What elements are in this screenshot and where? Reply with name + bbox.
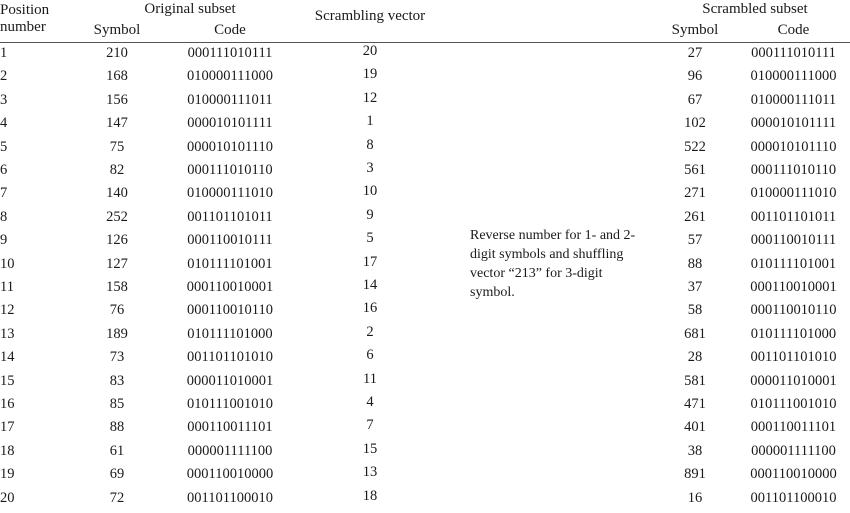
original-symbol-cell: 82: [109, 162, 125, 178]
position-cell: 13: [0, 325, 15, 342]
scrambled-symbol-cell: 471: [684, 396, 706, 412]
original-symbol-cell: 127: [106, 255, 128, 272]
scrambled-code-cell: 000111010110: [750, 162, 837, 178]
scrambling-vector-cell: 11: [363, 370, 377, 387]
original-symbol-cell: 156: [106, 91, 128, 108]
scrambled-code-cell: 000110010110: [750, 302, 837, 319]
scrambling-vector-cell: 5: [366, 230, 374, 247]
scrambled-symbol-cell: 27: [687, 45, 703, 61]
original-symbol-cell: 88: [109, 419, 125, 436]
original-code-cell: 010000111011: [187, 91, 273, 108]
original-symbol-cell: 76: [109, 302, 125, 319]
header-rule: [0, 42, 850, 43]
original-code-cell: 000110010000: [186, 466, 274, 483]
scrambling-vector-cell: 15: [362, 440, 378, 457]
scrambled-code-cell: 000110010001: [750, 279, 837, 295]
scrambled-code-cell: 000010101111: [750, 115, 837, 132]
position-cell: 11: [0, 279, 14, 295]
position-cell: 6: [0, 162, 8, 178]
original-code-cell: 000011010001: [186, 372, 274, 389]
scrambled-code-cell: 000110010111: [750, 232, 837, 249]
scrambled-symbol-cell: 561: [684, 162, 706, 178]
scrambling-vector-cell: 9: [366, 206, 374, 223]
scrambling-vector-cell: 13: [362, 464, 378, 481]
position-cell: 9: [0, 232, 8, 249]
header-scrambled-subset: Scrambled subset: [702, 1, 808, 17]
position-cell: 12: [0, 302, 15, 319]
scrambled-symbol-cell: 401: [684, 419, 706, 436]
scrambled-symbol-cell: 581: [684, 372, 706, 389]
original-symbol-cell: 140: [106, 185, 128, 202]
original-symbol-cell: 85: [109, 396, 125, 412]
position-cell: 17: [0, 419, 15, 436]
scrambled-code-cell: 000110011101: [750, 419, 837, 436]
scrambling-vector-cell: 14: [362, 277, 378, 293]
position-cell: 4: [0, 115, 8, 132]
original-code-cell: 000110011101: [187, 419, 273, 436]
original-symbol-cell: 210: [106, 45, 128, 61]
original-code-cell: 010000111010: [187, 185, 273, 202]
position-cell: 7: [0, 185, 8, 202]
scrambled-symbol-cell: 102: [684, 115, 706, 132]
scrambling-vector-cell: 4: [366, 394, 374, 410]
scrambling-vector-cell: 7: [366, 417, 374, 434]
scrambled-code-cell: 001101101010: [750, 349, 837, 366]
scrambled-symbol-cell: 67: [687, 91, 703, 108]
position-cell: 20: [0, 489, 15, 506]
scrambled-code-cell: 001101101011: [750, 208, 837, 225]
scrambled-symbol-cell: 88: [687, 255, 703, 272]
header-scrambled-code: Code: [777, 22, 810, 38]
header-original-subset: Original subset: [144, 1, 236, 17]
scrambled-symbol-cell: 57: [687, 232, 703, 249]
position-cell: 10: [0, 255, 15, 272]
scrambled-symbol-cell: 271: [684, 185, 706, 202]
original-symbol-cell: 72: [109, 489, 125, 506]
header-position-line2: number: [0, 19, 46, 35]
header-original-code: Code: [214, 22, 246, 38]
scrambled-code-cell: 010111101000: [750, 325, 837, 342]
original-code-cell: 000111010111: [187, 45, 273, 61]
scrambled-symbol-cell: 58: [687, 302, 703, 319]
scrambling-vector-cell: 6: [366, 347, 374, 364]
scrambled-symbol-cell: 96: [687, 68, 703, 85]
original-code-cell: 000111010110: [187, 162, 273, 178]
position-cell: 15: [0, 372, 15, 389]
scrambled-symbol-cell: 28: [687, 349, 703, 366]
scrambled-code-cell: 010000111000: [750, 68, 837, 85]
original-code-cell: 000110010001: [186, 279, 274, 295]
original-code-cell: 010111101000: [187, 325, 273, 342]
original-symbol-cell: 147: [106, 115, 128, 132]
scrambled-symbol-cell: 681: [684, 325, 706, 342]
original-code-cell: 000110010111: [187, 232, 273, 249]
scrambling-vector-cell: 19: [362, 66, 378, 83]
position-cell: 19: [0, 466, 15, 483]
original-symbol-cell: 69: [109, 466, 125, 483]
original-code-cell: 000001111100: [187, 442, 273, 459]
original-symbol-cell: 61: [109, 442, 125, 459]
scrambled-symbol-cell: 261: [684, 208, 706, 225]
scrambling-vector-cell: 20: [362, 43, 378, 59]
original-code-cell: 010000111000: [187, 68, 273, 85]
original-symbol-cell: 75: [109, 138, 125, 155]
position-cell: 16: [0, 396, 15, 412]
scrambled-code-cell: 010111101001: [750, 255, 837, 272]
scrambling-vector-cell: 3: [366, 160, 374, 176]
original-code-cell: 000110010110: [187, 302, 273, 319]
header-position-line1: Position: [0, 2, 50, 18]
original-symbol-cell: 168: [106, 68, 128, 85]
scrambled-code-cell: 001101100010: [750, 489, 837, 506]
original-code-cell: 000010101111: [187, 115, 273, 132]
original-symbol-cell: 158: [106, 279, 128, 295]
position-cell: 2: [0, 68, 8, 85]
header-scrambling-vector: Scrambling vector: [314, 8, 426, 24]
scrambling-vector-cell: 2: [366, 323, 374, 340]
original-symbol-cell: 252: [106, 208, 128, 225]
scrambled-code-cell: 000011010001: [750, 372, 837, 389]
original-code-cell: 000010101110: [187, 138, 273, 155]
position-cell: 14: [0, 349, 15, 366]
scrambled-symbol-cell: 891: [684, 466, 706, 483]
scrambled-symbol-cell: 37: [687, 279, 703, 295]
scrambling-note: Reverse number for 1- and 2-digit symbols and shuffling vector “213” for 3-digit symbol.: [470, 228, 636, 300]
scrambling-vector-cell: 18: [362, 487, 378, 504]
scrambling-vector-cell: 17: [362, 253, 378, 270]
position-cell: 18: [0, 442, 15, 459]
position-cell: 5: [0, 138, 8, 155]
scrambled-symbol-cell: 522: [684, 138, 706, 155]
scrambled-code-cell: 010111001010: [750, 396, 837, 412]
scrambling-vector-cell: 16: [362, 300, 378, 317]
original-code-cell: 001101101011: [187, 208, 273, 225]
scrambled-code-cell: 000111010111: [751, 45, 836, 61]
original-symbol-cell: 189: [106, 325, 128, 342]
position-cell: 8: [0, 208, 8, 225]
scrambled-code-cell: 010000111010: [750, 185, 837, 202]
scrambling-vector-cell: 8: [366, 136, 374, 153]
original-code-cell: 001101101010: [187, 349, 273, 366]
header-scrambled-symbol: Symbol: [671, 22, 719, 38]
position-cell: 3: [0, 91, 8, 108]
scrambled-symbol-cell: 16: [687, 489, 703, 506]
scrambled-code-cell: 000010101110: [750, 138, 837, 155]
scrambling-vector-cell: 1: [366, 113, 374, 130]
scrambled-symbol-cell: 38: [687, 442, 703, 459]
original-symbol-cell: 73: [109, 349, 125, 366]
header-original-symbol: Symbol: [93, 22, 141, 38]
position-cell: 1: [0, 45, 8, 61]
scrambled-code-cell: 010000111011: [750, 91, 837, 108]
original-code-cell: 001101100010: [187, 489, 273, 506]
scrambled-code-cell: 000110010000: [750, 466, 837, 483]
original-symbol-cell: 83: [109, 372, 125, 389]
original-code-cell: 010111001010: [187, 396, 273, 412]
scrambled-code-cell: 000001111100: [751, 442, 836, 459]
scrambling-vector-cell: 10: [362, 183, 378, 200]
original-symbol-cell: 126: [106, 232, 128, 249]
original-code-cell: 010111101001: [187, 255, 273, 272]
scrambling-vector-cell: 12: [362, 89, 378, 106]
